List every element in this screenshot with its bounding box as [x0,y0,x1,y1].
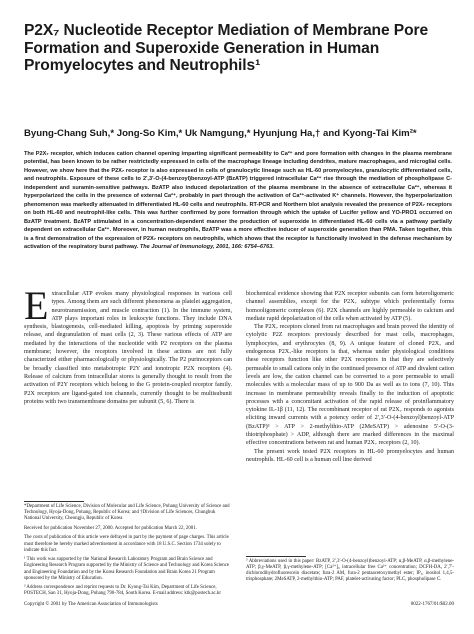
funding-footnote: ¹ This work was supported by the National Research Laboratory Program and Brain Science and Engineering Research Program supported by the Ministry of Science and Technology and Korea Science and Engineering Foundation and by the Korea Research Foundation and Brain Korea 21 Program sponsored by the Ministry of Education. [24,557,230,581]
body-paragraph: The P2X₇ receptors cloned from rat macrophages and brain proved the identity of cytolytic P2Z receptors previously described for mast cells, macrophages, lymphocytes, and erythrocytes (8, 9). A unique feature of cloned P2X₇ and endogenous P2X₇-like receptors is that, whereas under physiological conditions these receptors function like other P2X receptors in that they are selectively permeable to small cations only in the continued presence of ATP and divalent cation levels are low, the cation channel can be converted to a pore permeable to small molecules with a molecular mass of up to 900 Da as well as to ions (7, 10). This increase in membrane permeability reveals finally to the induction of apoptotic processes with a concomitant activation of the rapid release of proinflammatory cytokine IL-1β (11, 12). The recombinant receptor of rat P2X₇ responds to agonists eliciting inward currents with a potency order of 2′,3′-O-(4-benzoyl)benzoyl-ATP (BzATP)³ > ATP > 2-methylthio-ATP (2MeSATP) > adenosine 5′-O-(3-thiotriphosphate) > ADP, although there are marked differences in the maximal effective concentrations between rat and human P2X₇ receptors (2, 10). [246,324,454,447]
body-column-right [246,290,454,464]
author-list: Byung-Chang Suh,* Jong-So Kim,* Uk Namgung,* Hyunjung Ha,† and Kyong-Tai Kim²* [24,128,417,139]
body-column-left [24,283,232,406]
correspondence-footnote: ² Address correspondence and reprint requests to Dr. Kyong-Tai Kim, Department of Life Science, POSTECH, San 31, Hyoja-Dong, Pohang 790-784, South Korea. E-mail address: ktk@postech.ac.kr [24,585,221,597]
article-title: P2X₇ Nucleotide Receptor Mediation of Membrane Pore Formation and Superoxide Generation in Human Promyelocytes and Neutrophils¹ [24,22,429,74]
abbreviations-footnote: ³ Abbreviations used in this paper: BzATP, 2′,3′-O-(4-benzoyl)benzoyl-ATP; α,β-MeATP, α,β-methylene-ATP; β,γ-MeATP, β,γ-methylene-ATP; [Ca²⁺]ᵢ, intracellular free Ca²⁺ concentration; DCFH-DA, 2′,7′-dichlorodihydrofluorescein diacetate; fura-2 AM, fura-2 pentaacetoxymethyl ester; IPₓ, inositol 1,4,5-trisphosphate; 2MeSATP, 2-methylthio-ATP; PAF, platelet-activating factor; PLC, phospholipase C. [246,559,454,583]
body-paragraph: The present work tested P2X receptors in HL-60 promyelocytes and human neutrophils. HL-60 cell is a human cell line derived [246,448,454,463]
intro-paragraph [24,283,232,406]
drop-cap: E [24,283,49,328]
issn-code: 0022-1767/01/$02.00 [410,602,454,607]
body-paragraph: xtracellular ATP evokes many physiological responses in various cell types. Among them are such different phenomena as platelet aggregation, neurotransmission, and muscle contraction (1). In the immune system, ATP plays important roles in leukocyte functions. They include DNA synthesis, blastogenesis, cell-mediated killing, apoptosis by priming superoxide release, and degranulation of mast cells (2, 3). These various effects of ATP are mediated by the interactions of the nucleotide with P2 receptors on the plasma membrane; however, the receptors involved in these actions are not fully characterized either pharmacologically or physiologically. The P2 purinoceptors can be broadly classified into metabotropic P2Y and ionotropic P2X receptors (4). Release of calcium from intracellular stores is generally thought to result from the activation of P2Y receptors which belong to the G protein-coupled receptor family. P2X receptors are ligand-gated ion channels, currently thought to be multisubunit proteins with two transmembrane domains per subunit (5, 6). There is [24,291,232,405]
abstract [24,150,452,251]
received-footnote: Received for publication November 27, 2000. Accepted for publication March 22, 2001. [24,525,197,531]
footnotes-left [24,504,232,601]
footnote-rule [246,556,306,557]
journal-citation: The Journal of Immunology, 2001, 166: 6754–6763. [138,243,274,250]
footnote-rule [24,501,84,502]
body-paragraph: biochemical evidence showing that P2X receptor subunits can form heteroligomeric channel assemblies, except for the P2X₇ subtype which preferentially forms homooligomeric complexes (6). P2X channels are highly permeable to calcium and mediate rapid depolarization of the cells when activated by ATP (5). [246,291,454,322]
abstract-text: The P2X₇ receptor, which induces cation channel opening imparting significant permeability to Ca²⁺ and pore formation with changes in the plasma membrane potential, has been known to be rather restrictedly expressed in cells of the macrophage lineage including dendrites, mature macrophages, and microglial cells. However, we show here that the P2X₇ receptor is also expressed in cells of granulocytic lineage such as HL-60 promyelocytes, granulocytic differentiated cells, and neutrophils. Exposure of these cells to 2′,3′-O-(4-benzoyl)benzoyl-ATP (BzATP) triggered intracellular Ca²⁺ rise through the mediation of phospholipase C-independent and suramin-sensitive pathways. BzATP also induced depolarization of the plasma membrane in the absence of extracellular Ca²⁺, whereas it hyperpolarized the cells in the presence of external Ca²⁺, probably in part through the activation of Ca²⁺-activated K⁺ channels. However, the hyperpolarization phenomenon was markedly attenuated in differentiated HL-60 cells and neutrophils. RT-PCR and Northern blot analysis revealed the presence of P2X₇ receptors on both HL-60 and neutrophil-like cells. This was further confirmed by pore formation through which the uptake of Lucifer yellow and YO-PRO1 occurred on BzATP treatment. BzATP stimulated in a concentration-dependent manner the production of superoxide in differentiated HL-60 cells via a pathway partially dependent on extracellular Ca²⁺. Moreover, in human neutrophils, BzATP was a more effective inducer of superoxide generation than PMA. Taken together, this is a first demonstration of the expression of P2X₇ receptors on neutrophils, which shows that the receptor is functionally involved in the defense mechanism by activation of the respiratory burst pathway. [24,151,452,250]
copyright-line: Copyright © 2001 by The American Association of Immunologists [24,602,158,607]
costs-footnote: The costs of publication of this article were defrayed in part by the payment of page charges. This article must therefore be hereby marked advertisement in accordance with 18 U.S.C. Section 1734 solely to indicate this fact. [24,535,229,553]
affiliation-footnote: *Department of Life Science, Division of Molecular and Life Science, Pohang University of Science and Technology, Hyoja-Dong, Pohang, Republic of Korea; and †Division of Life Sciences, Chungbuk National University, Cheongju, Republic of Korea [24,504,230,522]
